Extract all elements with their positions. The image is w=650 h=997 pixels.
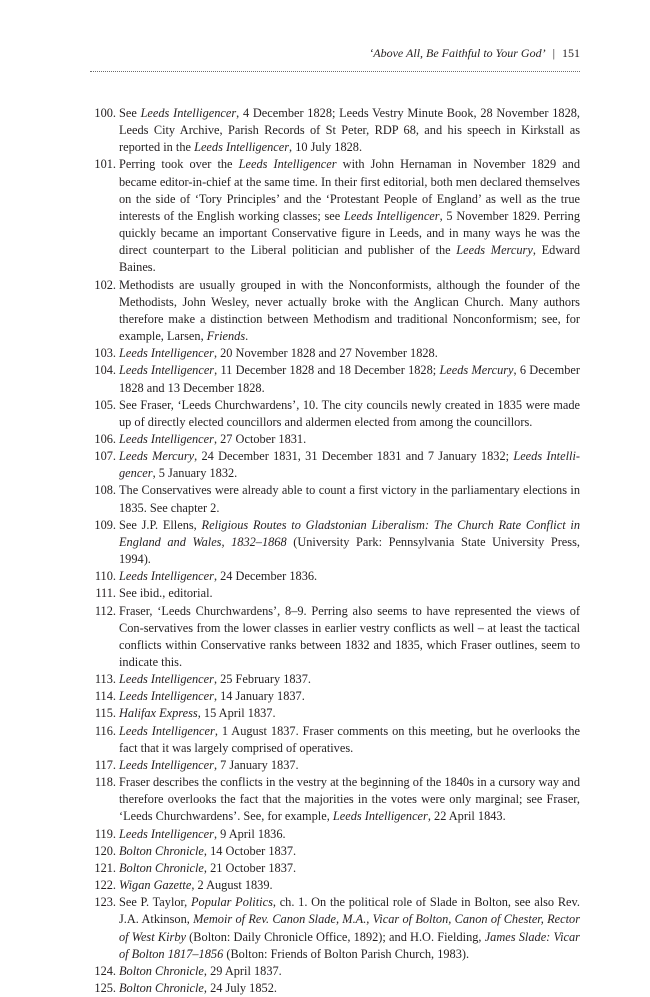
endnote-text — [119, 775, 580, 823]
endnote-text-run: The Conservatives were already able to count a first victory in the parliamentary elections in 1835. See chapter 2. — [119, 483, 580, 515]
endnote-text — [119, 157, 580, 274]
endnote-number: 104. — [94, 363, 116, 378]
endnote-text-run: , 10 July 1828. — [289, 140, 363, 155]
endnote-text-run: . — [245, 329, 249, 344]
endnote-text-run: , 9 April 1836. — [213, 826, 286, 841]
endnote-item — [90, 843, 580, 860]
endnote-title-italic: Leeds Intelligencer — [332, 809, 428, 824]
running-title: ‘Above All, Be Faithful to Your God’ — [369, 46, 546, 60]
endnote-number: 117. — [94, 757, 116, 772]
endnote-item — [90, 568, 580, 585]
endnote-text-run: Perring took over the — [119, 157, 239, 172]
endnote-item — [90, 774, 580, 825]
endnote-text-run: , 14 January 1837. — [213, 689, 305, 704]
endnote-text-run: , ch. 1. On the political role of Slade in Bolton, see also Rev. J.A. Atkinson, — [119, 895, 580, 927]
endnote-text-run: , 5 January 1832. — [152, 466, 238, 481]
endnote-text-run: , 2 August 1839. — [191, 878, 273, 893]
endnote-item — [90, 105, 580, 156]
endnote-item — [90, 826, 580, 843]
endnote-title-italic: Leeds Intelligencer — [140, 106, 237, 120]
endnote-item — [90, 448, 580, 482]
endnote-item — [90, 517, 580, 568]
endnote-item — [90, 688, 580, 705]
endnote-title-italic: Leeds Intelligencer — [119, 672, 214, 687]
endnotes-list — [90, 105, 580, 997]
endnote-text — [119, 106, 580, 154]
endnote-number: 120. — [94, 843, 116, 858]
endnote-number: 123. — [94, 895, 116, 910]
endnote-text — [119, 518, 580, 566]
endnote-item — [90, 345, 580, 362]
endnote-number: 124. — [94, 963, 116, 978]
endnote-title-italic: Popular Politics — [190, 895, 273, 910]
endnote-text-run: with John Hernaman in November 1829 and became editor-in-chief at the same time. In their first editorial, both men declared themselves on the side of ‘Tory Principles’ and the ‘Protestant People of England’ as well as the true interests of the English working classes; see — [119, 157, 581, 223]
endnote-title-italic: Leeds Intelligencer — [343, 208, 440, 223]
endnote-text-run: , 6 December 1828 and 13 December 1828. — [119, 363, 580, 395]
endnote-text — [119, 672, 311, 686]
endnote-title-italic: Leeds Intelligencer — [119, 826, 214, 841]
endnote-text-run: , 25 February 1837. — [213, 672, 311, 687]
endnote-number: 103. — [94, 346, 116, 361]
endnote-number: 122. — [94, 878, 116, 893]
endnote-text-run: , 27 October 1831. — [213, 431, 307, 446]
endnote-number: 106. — [94, 431, 116, 446]
endnote-text — [119, 346, 438, 360]
endnote-number: 118. — [94, 775, 116, 790]
endnote-text-run: (Bolton: Friends of Bolton Parish Church, 1983). — [223, 946, 470, 961]
endnote-title-italic: Bolton Chronicle — [119, 963, 204, 978]
endnote-text — [119, 398, 580, 429]
endnote-title-italic: Friends — [206, 329, 246, 344]
endnote-item — [90, 156, 580, 276]
endnote-text-run: See ibid., editorial. — [119, 586, 213, 601]
endnote-text-run: , 24 December 1831, 31 December 1831 and 7 January 1832; — [194, 449, 514, 464]
endnote-title-italic: Leeds Mercury — [119, 449, 195, 464]
endnote-text — [119, 981, 277, 995]
endnote-text-run: , 20 November 1828 and 27 November 1828. — [213, 346, 438, 361]
endnote-item — [90, 980, 580, 997]
endnote-title-italic: Religious Routes to Gladstonian Liberalism: The Church Rate Conflict in England and Wales, 1832–1868 — [119, 517, 581, 549]
running-header — [90, 46, 580, 66]
endnote-title-italic: Halifax Express — [119, 706, 198, 721]
endnote-text — [119, 844, 296, 858]
endnote-number: 109. — [94, 517, 116, 532]
endnote-item — [90, 482, 580, 516]
header-rule — [90, 71, 580, 72]
page-number: 151 — [562, 46, 580, 60]
endnote-item — [90, 963, 580, 980]
endnote-item — [90, 723, 580, 757]
endnote-item — [90, 277, 580, 346]
endnote-text-run: , 7 January 1837. — [213, 757, 299, 772]
endnote-item — [90, 397, 580, 431]
endnote-text-run: , 29 April 1837. — [203, 963, 282, 978]
endnote-item — [90, 705, 580, 722]
endnote-title-italic: Leeds Intelligencer — [119, 723, 215, 738]
endnote-title-italic: Leeds Intelligencer — [119, 757, 214, 772]
endnote-number: 119. — [94, 826, 116, 841]
endnote-text-run: , 22 April 1843. — [427, 809, 506, 824]
endnote-text-run: , 14 October 1837. — [203, 843, 297, 858]
endnote-title-italic: Leeds Intelligencer — [119, 689, 214, 704]
endnote-title-italic: Bolton Chronicle — [119, 980, 204, 995]
endnote-text — [119, 569, 317, 583]
endnote-title-italic: Leeds Intelligencer — [119, 363, 215, 378]
endnote-item — [90, 585, 580, 602]
endnote-text — [119, 724, 580, 755]
endnote-text — [119, 278, 580, 343]
endnote-number: 116. — [94, 723, 116, 738]
endnote-text — [119, 706, 276, 720]
endnote-text — [119, 432, 306, 446]
endnote-title-italic: Leeds Intelligencer — [238, 157, 337, 172]
endnote-title-italic: Bolton Chronicle — [119, 860, 204, 875]
endnote-item — [90, 603, 580, 672]
endnote-text — [119, 878, 273, 892]
endnote-title-italic: Memoir of Rev. Canon Slade, M.A., Vicar of Bolton, Canon of Chester, Rector of West Kirby — [119, 912, 580, 944]
endnote-text-run: (University Park: Pennsylvania State University Press, 1994). — [119, 534, 580, 567]
endnote-number: 111. — [95, 586, 116, 601]
endnote-title-italic: Wigan Gazette — [119, 878, 192, 893]
endnote-title-italic: James Slade: Vicar of Bolton 1817–1856 — [119, 929, 580, 961]
endnote-item — [90, 860, 580, 877]
endnote-number: 115. — [94, 706, 116, 721]
endnote-number: 101. — [94, 157, 116, 172]
endnote-text — [119, 449, 580, 480]
endnote-text-run: , Edward Baines. — [119, 243, 580, 275]
endnote-number: 105. — [94, 397, 116, 412]
endnote-title-italic: Leeds Intelligencer — [119, 569, 214, 584]
endnote-number: 108. — [94, 483, 116, 498]
endnote-text-run: , 15 April 1837. — [197, 706, 276, 721]
endnote-text-run: , 24 December 1836. — [213, 569, 318, 584]
endnote-text — [119, 964, 282, 978]
endnote-item — [90, 362, 580, 396]
endnote-text — [119, 758, 299, 772]
endnote-text-run: , 5 November 1829. Perring quickly became an important Conservative figure in Leeds, and in many ways he was the direct counterpart to the Liberal politician and publisher of the — [119, 208, 581, 258]
endnote-text-run: See Fraser, ‘Leeds Churchwardens’, 10. The city councils newly created in 1835 were made up of directly elected councillors and aldermen elected from among the councillors. — [119, 397, 580, 429]
endnote-text-run: , 4 December 1828; Leeds Vestry Minute Book, 28 November 1828, Leeds City Archive, Parish Records of St Peter, RDP 68, and his speech in Kirkstall as reported in the — [119, 106, 580, 155]
endnote-text-run: Methodists are usually grouped in with the Nonconformists, although the founder of the Methodists, John Wesley, never actually broke with the Anglican Church. Many authors therefore make a distinction between Methodism and traditional Nonconformism; see, for example, Larsen, — [119, 277, 580, 344]
endnote-item — [90, 671, 580, 688]
endnote-number: 112. — [94, 603, 116, 618]
endnote-text — [119, 827, 286, 841]
endnote-item — [90, 757, 580, 774]
endnote-number: 114. — [94, 689, 116, 704]
endnote-item — [90, 894, 580, 963]
endnote-text-run: , 21 October 1837. — [203, 860, 297, 875]
endnote-text-run: See J.P. Ellens, — [119, 517, 202, 532]
endnote-title-italic: Leeds Intelligencer — [194, 140, 290, 155]
endnote-text — [119, 895, 580, 960]
endnote-text-run: (Bolton: Daily Chronicle Office, 1892); and H.O. Fielding, — [185, 929, 485, 944]
endnote-text-run: See — [119, 106, 141, 120]
endnote-text-run: See P. Taylor, — [119, 895, 191, 910]
endnote-number: 110. — [94, 569, 116, 584]
endnote-text — [119, 483, 580, 514]
endnote-item — [90, 431, 580, 448]
endnote-text-run: , 11 December 1828 and 18 December 1828; — [214, 363, 440, 378]
header-separator: | — [552, 46, 555, 60]
endnote-text — [119, 586, 213, 600]
endnote-number: 107. — [94, 449, 116, 464]
endnote-title-italic: Leeds Intelligencer — [119, 346, 214, 361]
endnote-text — [119, 604, 580, 669]
endnote-text — [119, 689, 305, 703]
endnote-text — [119, 363, 580, 394]
endnote-text-run: Fraser describes the conflicts in the vestry at the beginning of the 1840s in a cursory way and therefore overlooks the fact that the majorities in the votes were only marginal; see Fraser, ‘Leeds Churchwardens’. See, for example, — [119, 775, 580, 824]
endnote-number: 121. — [94, 860, 116, 875]
endnote-number: 100. — [94, 106, 116, 120]
endnote-title-italic: Bolton Chronicle — [119, 843, 204, 858]
endnote-text-run: Fraser, ‘Leeds Churchwardens’, 8–9. Perring also seems to have represented the views of Con-servatives from the lower classes in earlier vestry conflicts as well – at least the tactical conflicts within Conservative ranks between 1832 and 1835, which Fraser outlines, seem to indicate this. — [119, 603, 580, 669]
endnote-title-italic: Leeds Mercury — [456, 243, 533, 258]
endnote-number: 102. — [94, 277, 116, 292]
endnote-title-italic: Leeds Intelli-gencer — [119, 449, 580, 481]
endnote-text — [119, 861, 296, 875]
endnote-number: 125. — [94, 980, 116, 995]
endnote-number: 113. — [94, 672, 116, 687]
endnote-item — [90, 877, 580, 894]
endnote-text-run: , 1 August 1837. Fraser comments on this meeting, but he overlooks the fact that it was largely comprised of operatives. — [119, 723, 580, 755]
endnote-title-italic: Leeds Mercury — [439, 363, 514, 378]
endnote-title-italic: Leeds Intelligencer — [119, 431, 214, 446]
endnote-text-run: , 24 July 1852. — [203, 980, 277, 995]
